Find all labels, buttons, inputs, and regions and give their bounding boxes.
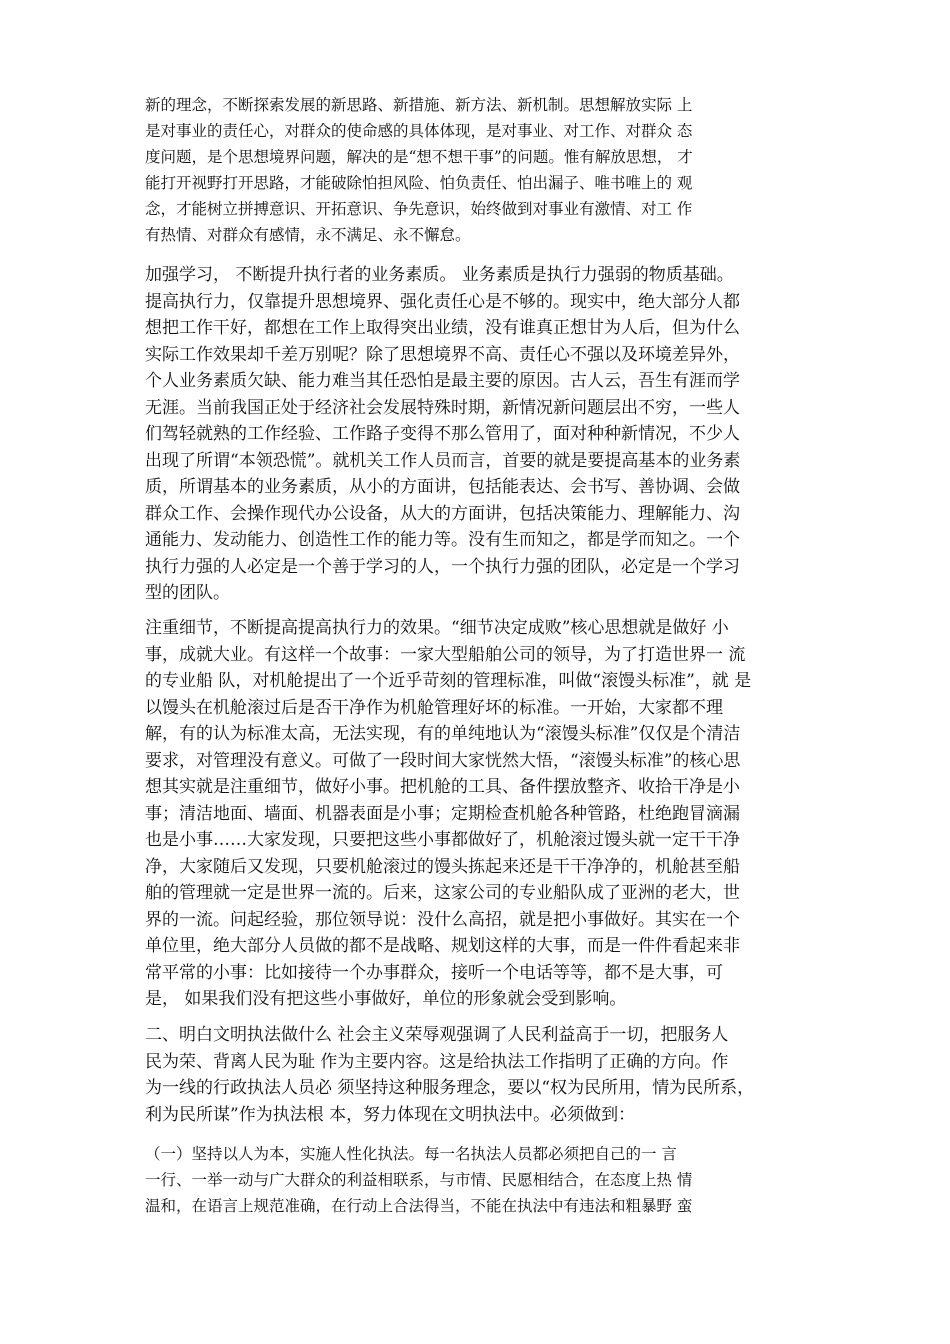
text-line: 利为民所谋”作为执法根 本，努力体现在文明执法中。必须做到： xyxy=(145,1104,636,1125)
text-line: 也是小事……大家发现，只要把这些小事都做好了，机舱滚过馒头就一定干干净 xyxy=(145,830,740,850)
text-line: 舶的管理就一定是世界一流的。后来，这家公司的专业船队成了亚洲的老大，世 xyxy=(145,883,740,903)
paragraph-attention-to-detail xyxy=(145,615,813,1013)
text-line: 净，大家随后又发现，只要机舱滚过的馒头拣起来还是干干净净的，机舱甚至船 xyxy=(145,856,740,877)
text-line: 念，才能树立拼搏意识、开拓意识、争先意识，始终做到对事业有激情、对工 作 xyxy=(145,200,693,218)
text-line: 想把工作干好，都想在工作上取得突出业绩，没有谁真正想甘为人后，但为什么 xyxy=(145,318,740,338)
text-line: 想其实就是注重细节，做好小事。把机舱的工具、备件摆放整齐、收拾干净是小 xyxy=(145,777,740,797)
text-line: （一）坚持以人为本，实施人性化执法。每一名执法人员都必须把自己的一 言 xyxy=(145,1145,677,1163)
paragraph-strengthen-learning xyxy=(145,262,813,607)
text-line: 温和，在语言上规范准确，在行动上合法得当，不能在执法中有违法和粗暴野 蛮 xyxy=(145,1197,693,1215)
text-line: 型的团队。 xyxy=(145,583,230,603)
text-line: 群众工作、会操作现代办公设备，从大的方面讲，包括决策能力、理解能力、沟 xyxy=(145,503,740,524)
text-line: 解，有的认为标准太高，无法实现，有的单纯地认为“滚馒头标准”仅仅是个清洁 xyxy=(145,724,741,744)
text-line: 是， 如果我们没有把这些小事做好，单位的形象就会受到影响。 xyxy=(145,989,627,1009)
text-line: 事；清洁地面、墙面、机器表面是小事；定期检查机舱各种管路，杜绝跑冒滴漏 xyxy=(145,803,740,824)
text-line: 界的一流。问起经验，那位领导说：没什么高招，就是把小事做好。其实在一个 xyxy=(145,909,740,930)
paragraph-emancipating-mind xyxy=(145,92,813,248)
text-line: 新的理念，不断探索发展的新思路、新措施、新方法、新机制。思想解放实际 上 xyxy=(145,96,693,114)
text-line: 是对事业的责任心，对群众的使命感的具体体现，是对事业、对工作、对群众 态 xyxy=(145,122,693,140)
text-line: 度问题，是个思想境界问题，解决的是“想不想干事”的问题。惟有解放思想， 才 xyxy=(145,148,693,166)
text-line: 为一线的行政执法人员必 须坚持这种服务理念，要以“权为民所用，情为民所系， xyxy=(145,1078,755,1098)
text-line: 单位里，绝大部分人员做的都不是战略、规划这样的大事，而是一件件看起来非 xyxy=(145,936,740,956)
text-line: 实际工作效果却千差万别呢？除了思想境界不高、责任心不强以及环境差异外， xyxy=(145,344,740,365)
text-line: 事，成就大业。有这样一个故事：一家大型船舶公司的领导，为了打造世界一 流 xyxy=(145,644,746,665)
text-line: 注重细节，不断提高提高执行力的效果。“细节决定成败”核心思想就是做好 小 xyxy=(145,618,729,638)
text-line: 常平常的小事：比如接待一个办事群众，接听一个电话等等，都不是大事，可 xyxy=(145,962,723,983)
text-line: 执行力强的人必定是一个善于学习的人，一个执行力强的团队，必定是一个学习 xyxy=(145,556,740,577)
text-line: 民为荣、背离人民为耻 作为主要内容。这是给执法工作指明了正确的方向。作 xyxy=(145,1051,729,1072)
text-line: 出现了所谓“本领恐慌”。就机关工作人员而言，首要的就是要提高基本的业务素 xyxy=(145,450,741,471)
text-line: 加强学习， 不断提升执行者的业务素质。 业务素质是执行力强弱的物质基础。 xyxy=(145,265,734,285)
text-line: 提高执行力，仅靠提升思想境界、强化责任心是不够的。现实中，绝大部分人都 xyxy=(145,291,740,312)
text-line: 以馒头在机舱滚过后是否干净作为机舱管理好坏的标准。一开始，大家都不理 xyxy=(145,697,723,718)
text-line: 要求，对管理没有意义。可做了一段时间大家恍然大悟，“滚馒头标准”的核心思 xyxy=(145,750,741,771)
text-line: 们驾轻就熟的工作经验、工作路子变得不那么管用了，面对种种新情况，不少人 xyxy=(145,424,740,444)
text-line: 有热情、对群众有感情，永不满足、永不懈怠。 xyxy=(145,226,471,244)
text-line: 一行、一举一动与广大群众的利益相联系，与市情、民愿相结合，在态度上热 情 xyxy=(145,1171,693,1189)
text-line: 能打开视野打开思路，才能破除怕担风险、怕负责任、怕出漏子、唯书唯上的 观 xyxy=(145,174,693,192)
text-line: 无涯。当前我国正处于经济社会发展特殊时期，新情况新问题层出不穷，一些人 xyxy=(145,397,740,418)
text-line: 质，所谓基本的业务素质，从小的方面讲，包括能表达、会书写、善协调、会做 xyxy=(145,477,740,497)
text-line: 的专业船 队，对机舱提出了一个近乎苛刻的管理标准，叫做“滚馒头标准”，就 是 xyxy=(145,671,752,691)
paragraph-civilized-law-enforcement xyxy=(145,1022,813,1128)
text-line: 个人业务素质欠缺、能力难当其任恐怕是最主要的原因。古人云，吾生有涯而学 xyxy=(145,371,740,391)
paragraph-people-oriented xyxy=(145,1141,813,1219)
text-line: 通能力、发动能力、创造性工作的能力等。没有生而知之，都是学而知之。一个 xyxy=(145,530,740,550)
text-line: 二、明白文明执法做什么 社会主义荣辱观强调了人民利益高于一切，把服务人 xyxy=(145,1025,729,1045)
